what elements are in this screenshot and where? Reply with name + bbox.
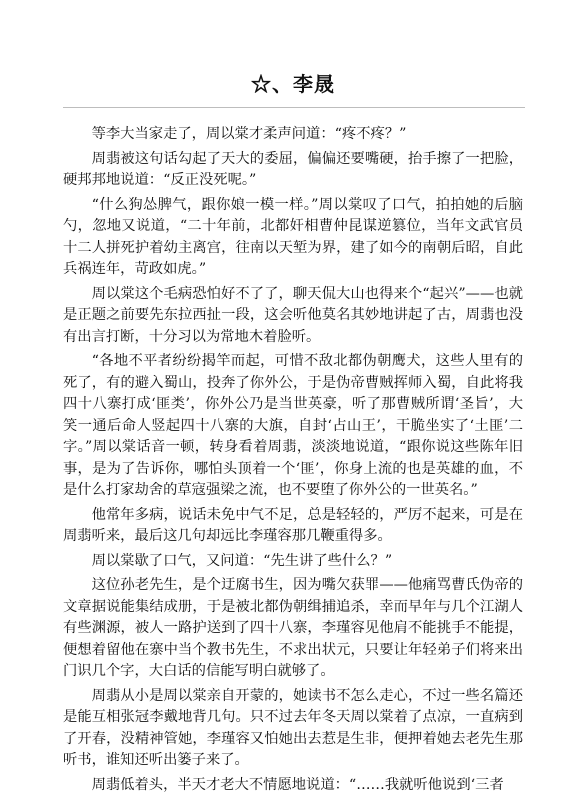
paragraph: “各地不平者纷纷揭竿而起，可惜不敌北都伪朝鹰犬，这些人里有的死了，有的避入蜀山，投奔了你外公，于是伪帝曹贼挥师入蜀，自此将我四十八寨打成‘匪类’，你外公乃是当世英豪，听了那曹贼所谓‘圣旨’，大笑一通后命人竖起四十八寨的大旗，自封‘占山王’，干脆坐实了‘土匪’二字。”周以棠话音一顿，转身看着周翡，淡淡地说道，“跟你说这些陈年旧事，是为了告诉你，哪怕头顶着一个‘匪’，你身上流的也是英雄的血，不是什么打家劫舍的草寇强梁之流，也不要堕了你外公的一世英名。” (63, 353, 523, 498)
title-divider (63, 107, 525, 108)
paragraph: 周翡从小是周以棠亲自开蒙的，她读书不怎么走心，不过一些名篇还是能互相张冠李戴地背几句。只不过去年冬天周以棠着了点凉，一直病到了开春，没精神管她，李瑾容又怕她出去惹是生非，便押着她去老先生那听书，谁知还听出篓子来了。 (63, 687, 523, 768)
paragraph: “什么狗怂脾气，跟你娘一模一样。”周以棠叹了口气，拍拍她的后脑勺，忽地又说道，“二十年前，北都奸相曹仲昆谋逆篡位，当年文武官员十二人拼死护着幼主离宫，往南以天堑为界，建了如今的南朝后昭，自此兵祸连年，苛政如虎。” (63, 196, 523, 277)
paragraph: 周以棠这个毛病恐怕好不了了，聊天侃大山也得来个“起兴”——也就是正题之前要先东拉西扯一段，这会听他莫名其妙地讲起了古，周翡也没有出言打断，十分习以为常地木着脸听。 (63, 285, 523, 345)
chapter-body (63, 124, 523, 799)
paragraph: 这位孙老先生，是个迂腐书生，因为嘴欠获罪——他痛骂曹氏伪帝的文章据说能集结成册，于是被北都伪朝缉捕追杀，幸而早年与几个江湖人有些渊源，被人一路护送到了四十八寨，李瑾容见他肩不能挑手不能提，便想着留他在寨中当个教书先生，不求出状元，只要让年轻弟子们将来出门识几个字，大白话的信能写明白就够了。 (63, 577, 523, 679)
paragraph: 周翡低着头，半天才老大不情愿地说道：“……我就听他说到‘三者 (91, 776, 504, 793)
paragraph: 周翡被这句话勾起了天大的委屈，偏偏还要嘴硬，抬手擦了一把脸，硬邦邦地说道：“反正没死呢。” (63, 150, 523, 188)
paragraph: 周以棠歇了口气，又问道：“先生讲了些什么？” (91, 552, 393, 569)
paragraph: 他常年多病，说话未免中气不足，总是轻轻的，严厉不起来，可是在周翡听来，最后这几句却远比李瑾容那几鞭重得多。 (63, 506, 523, 544)
paragraph: 等李大当家走了，周以棠才柔声问道：“疼不疼？” (91, 126, 407, 142)
chapter-title: ☆、李晟 (251, 72, 335, 96)
